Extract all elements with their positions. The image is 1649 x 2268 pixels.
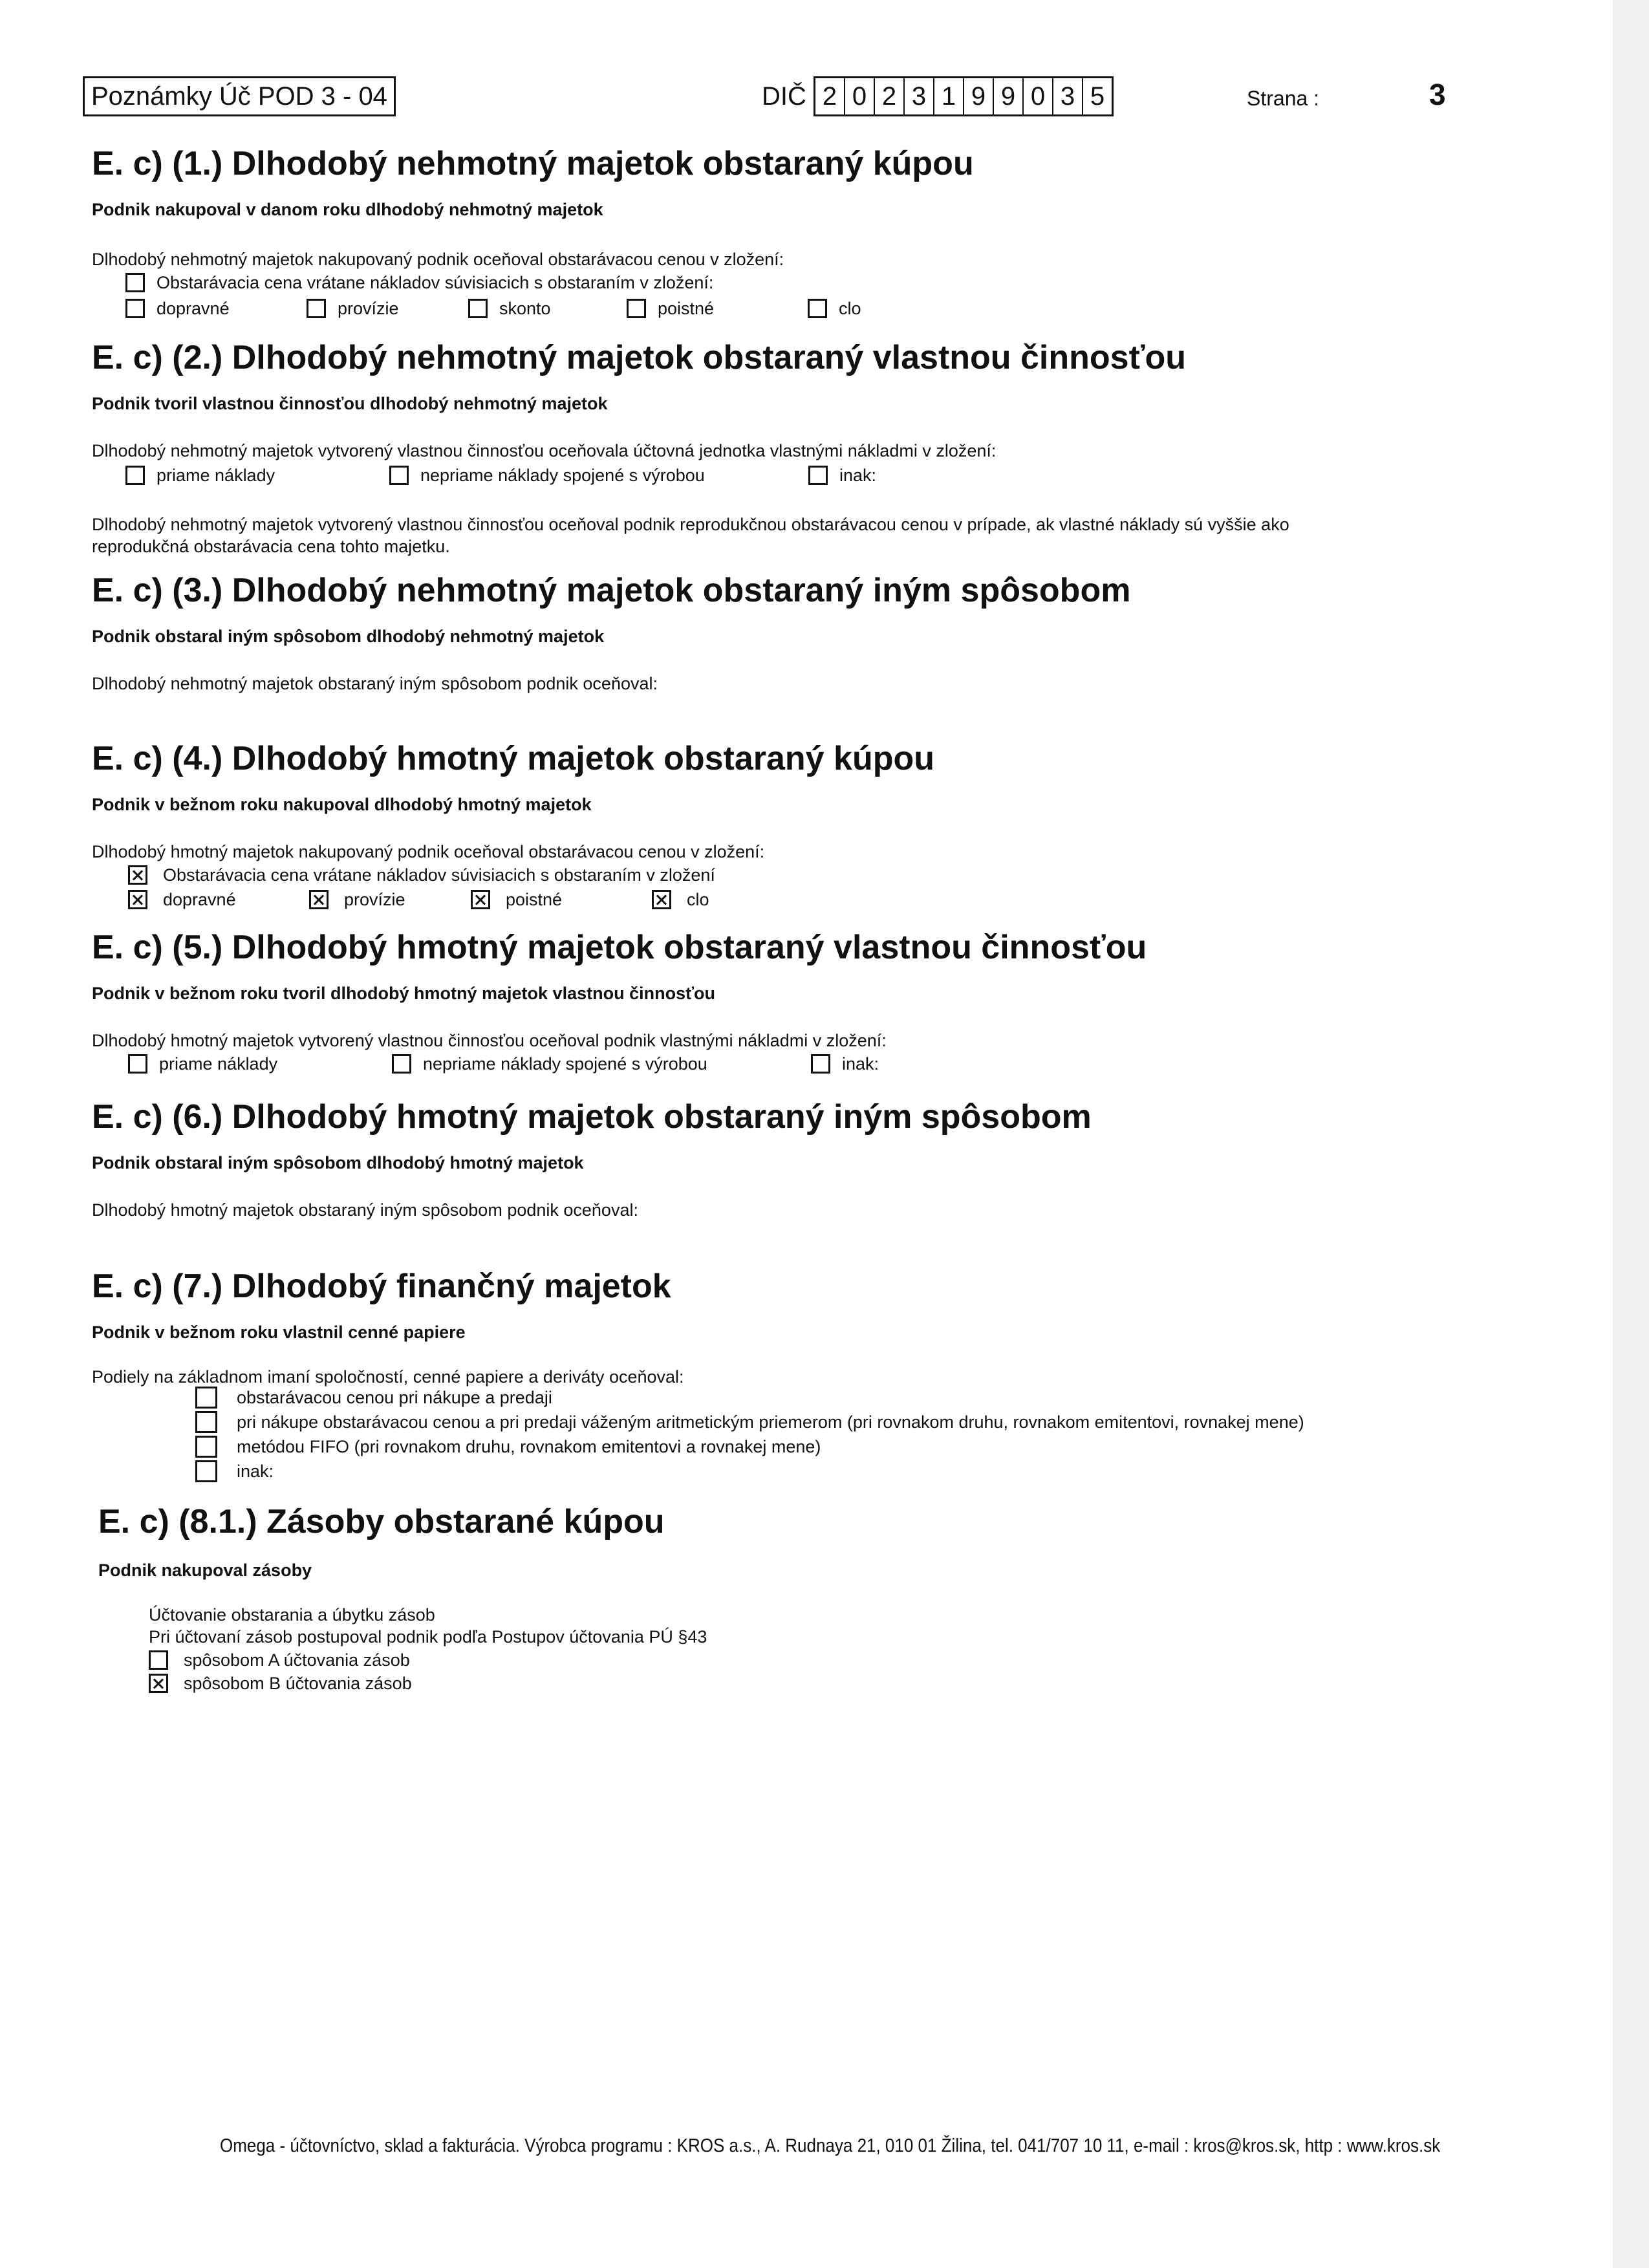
checkbox[interactable] <box>195 1460 217 1482</box>
section-title: E. c) (5.) Dlhodobý hmotný majetok obstaraný vlastnou činnosťou <box>92 929 1147 966</box>
section-subtitle: Podnik obstaral iným spôsobom dlhodobý hmotný majetok <box>92 1153 584 1172</box>
dic-digit: 0 <box>845 78 875 114</box>
checkbox[interactable] <box>808 466 828 485</box>
option-label: poistné <box>658 299 715 318</box>
option-label: nepriame náklady spojené s výrobou <box>423 1054 707 1074</box>
section-title: E. c) (4.) Dlhodobý hmotný majetok obstaraný kúpou <box>92 740 935 777</box>
section-intro: Dlhodobý nehmotný majetok nakupovaný podnik oceňoval obstarávacou cenou v zložení: <box>92 250 784 269</box>
dic-digit: 2 <box>815 78 845 114</box>
section-title: E. c) (1.) Dlhodobý nehmotný majetok obstaraný kúpou <box>92 145 974 182</box>
section-text: Účtovanie obstarania a úbytku zásob <box>149 1605 435 1625</box>
option-label: inak: <box>842 1054 879 1074</box>
checkbox[interactable] <box>149 1650 168 1670</box>
checkbox-checked[interactable] <box>652 890 671 909</box>
option-label: metódou FIFO (pri rovnakom druhu, rovnakom emitentovi a rovnakej mene) <box>237 1437 821 1456</box>
dic-digit: 9 <box>964 78 994 114</box>
checkbox[interactable] <box>808 299 827 318</box>
section-subtitle: Podnik nakupoval zásoby <box>98 1561 312 1580</box>
section-note: Dlhodobý nehmotný majetok vytvorený vlastnou činnosťou oceňoval podnik reprodukčnou obstarávacou cenou v prípade, ak vlastné náklady sú vyššie ako <box>92 515 1289 534</box>
checkbox[interactable] <box>811 1054 830 1074</box>
section-intro: Dlhodobý hmotný majetok nakupovaný podnik oceňoval obstarávacou cenou v zložení: <box>92 842 765 861</box>
checkbox[interactable] <box>392 1054 411 1074</box>
checkbox-checked[interactable] <box>309 890 329 909</box>
option-label: Obstarávacia cena vrátane nákladov súvisiacich s obstaraním v zložení: <box>156 273 714 292</box>
section-text: Pri účtovaní zásob postupoval podnik podľa Postupov účtovania PÚ §43 <box>149 1627 707 1647</box>
section-title: E. c) (6.) Dlhodobý hmotný majetok obstaraný iným spôsobom <box>92 1098 1092 1136</box>
form-label: Poznámky Úč POD 3 - 04 <box>83 76 396 116</box>
option-label: obstarávacou cenou pri nákupe a predaji <box>237 1388 552 1407</box>
option-label: spôsobom A účtovania zásob <box>184 1650 410 1670</box>
checkbox-checked[interactable] <box>149 1674 168 1693</box>
checkbox[interactable] <box>195 1436 217 1458</box>
option-label: inak: <box>237 1462 274 1481</box>
section-1 <box>92 142 1547 319</box>
checkbox[interactable] <box>307 299 326 318</box>
section-intro: Podiely na základnom imaní spoločností, cenné papiere a deriváty oceňoval: <box>92 1367 684 1387</box>
section-intro: Dlhodobý nehmotný majetok vytvorený vlastnou činnosťou oceňovala účtovná jednotka vlastnými nákladmi v zložení: <box>92 441 997 460</box>
dic-digit: 2 <box>875 78 905 114</box>
section-subtitle: Podnik v bežnom roku vlastnil cenné papiere <box>92 1323 466 1342</box>
checkbox[interactable] <box>468 299 488 318</box>
option-label: provízie <box>344 890 405 909</box>
page-edge <box>1613 0 1649 2268</box>
checkbox[interactable] <box>125 273 145 292</box>
section-title: E. c) (7.) Dlhodobý finančný majetok <box>92 1268 671 1305</box>
option-label: provízie <box>338 299 399 318</box>
section-subtitle: Podnik v bežnom roku nakupoval dlhodobý hmotný majetok <box>92 795 592 814</box>
dic-digit: 9 <box>994 78 1024 114</box>
dic-digit: 3 <box>1053 78 1083 114</box>
option-label: clo <box>839 299 861 318</box>
section-5 <box>92 926 1547 1075</box>
section-subtitle: Podnik tvoril vlastnou činnosťou dlhodobý nehmotný majetok <box>92 394 608 413</box>
section-note: reprodukčná obstarávacia cena tohto majetku. <box>92 537 450 556</box>
page-label: Strana : <box>1247 87 1320 110</box>
dic-digit: 5 <box>1090 82 1105 111</box>
section-8 <box>98 1500 1553 1694</box>
section-title: E. c) (3.) Dlhodobý nehmotný majetok obstaraný iným spôsobom <box>92 572 1131 609</box>
option-label: priame náklady <box>159 1054 278 1074</box>
option-label: dopravné <box>156 299 230 318</box>
option-label: nepriame náklady spojené s výrobou <box>420 466 705 485</box>
section-intro: Dlhodobý hmotný majetok obstaraný iným spôsobom podnik oceňoval: <box>92 1200 638 1220</box>
section-4 <box>92 737 1547 911</box>
checkbox-checked[interactable] <box>128 890 147 909</box>
option-label: priame náklady <box>156 466 275 485</box>
checkbox[interactable] <box>125 466 145 485</box>
section-intro: Dlhodobý hmotný majetok vytvorený vlastnou činnosťou oceňoval podnik vlastnými nákladmi v zložení: <box>92 1031 887 1050</box>
section-6 <box>92 1096 1547 1221</box>
section-title: E. c) (2.) Dlhodobý nehmotný majetok obstaraný vlastnou činnosťou <box>92 339 1187 376</box>
section-2 <box>92 336 1547 557</box>
section-subtitle: Podnik obstaral iným spôsobom dlhodobý nehmotný majetok <box>92 627 605 646</box>
section-7 <box>92 1265 1547 1482</box>
page-number: 3 <box>1429 78 1446 111</box>
checkbox[interactable] <box>195 1387 217 1409</box>
option-label: inak: <box>839 466 877 485</box>
checkbox-checked[interactable] <box>128 865 147 885</box>
checkbox[interactable] <box>389 466 409 485</box>
checkbox[interactable] <box>627 299 646 318</box>
section-subtitle: Podnik v bežnom roku tvoril dlhodobý hmotný majetok vlastnou činnosťou <box>92 984 716 1003</box>
checkbox-checked[interactable] <box>471 890 490 909</box>
option-label: spôsobom B účtovania zásob <box>184 1674 412 1693</box>
form-header <box>83 76 1493 116</box>
dic-digit: 3 <box>905 78 934 114</box>
option-label: Obstarávacia cena vrátane nákladov súvisiacich s obstaraním v zložení <box>163 865 715 885</box>
dic-label: DIČ <box>762 82 806 111</box>
checkbox[interactable] <box>195 1411 217 1433</box>
option-label: poistné <box>506 890 563 909</box>
footer-text: Omega - účtovníctvo, sklad a fakturácia. Výrobca programu : KROS a.s., A. Rudnaya 21, 010 01 Žilina, tel. 041/707 10 11, e-mail : kros@kros.sk, http : www.kros.sk <box>220 2133 1441 2157</box>
option-label: clo <box>687 890 709 909</box>
dic-digits <box>814 76 1114 116</box>
section-subtitle: Podnik nakupoval v danom roku dlhodobý nehmotný majetok <box>92 200 603 219</box>
option-label: dopravné <box>163 890 236 909</box>
checkbox[interactable] <box>125 299 145 318</box>
section-title: E. c) (8.1.) Zásoby obstarané kúpou <box>98 1503 665 1540</box>
section-intro: Dlhodobý nehmotný majetok obstaraný iným spôsobom podnik oceňoval: <box>92 674 658 693</box>
dic-digit: 0 <box>1024 78 1053 114</box>
section-3 <box>92 569 1547 695</box>
checkbox[interactable] <box>128 1054 147 1074</box>
option-label: pri nákupe obstarávacou cenou a pri predaji váženým aritmetickým priemerom (pri rovnakom druhu, rovnakom emitentovi, rovnakej mene) <box>237 1412 1304 1432</box>
dic-digit: 1 <box>934 78 964 114</box>
option-label: skonto <box>499 299 551 318</box>
